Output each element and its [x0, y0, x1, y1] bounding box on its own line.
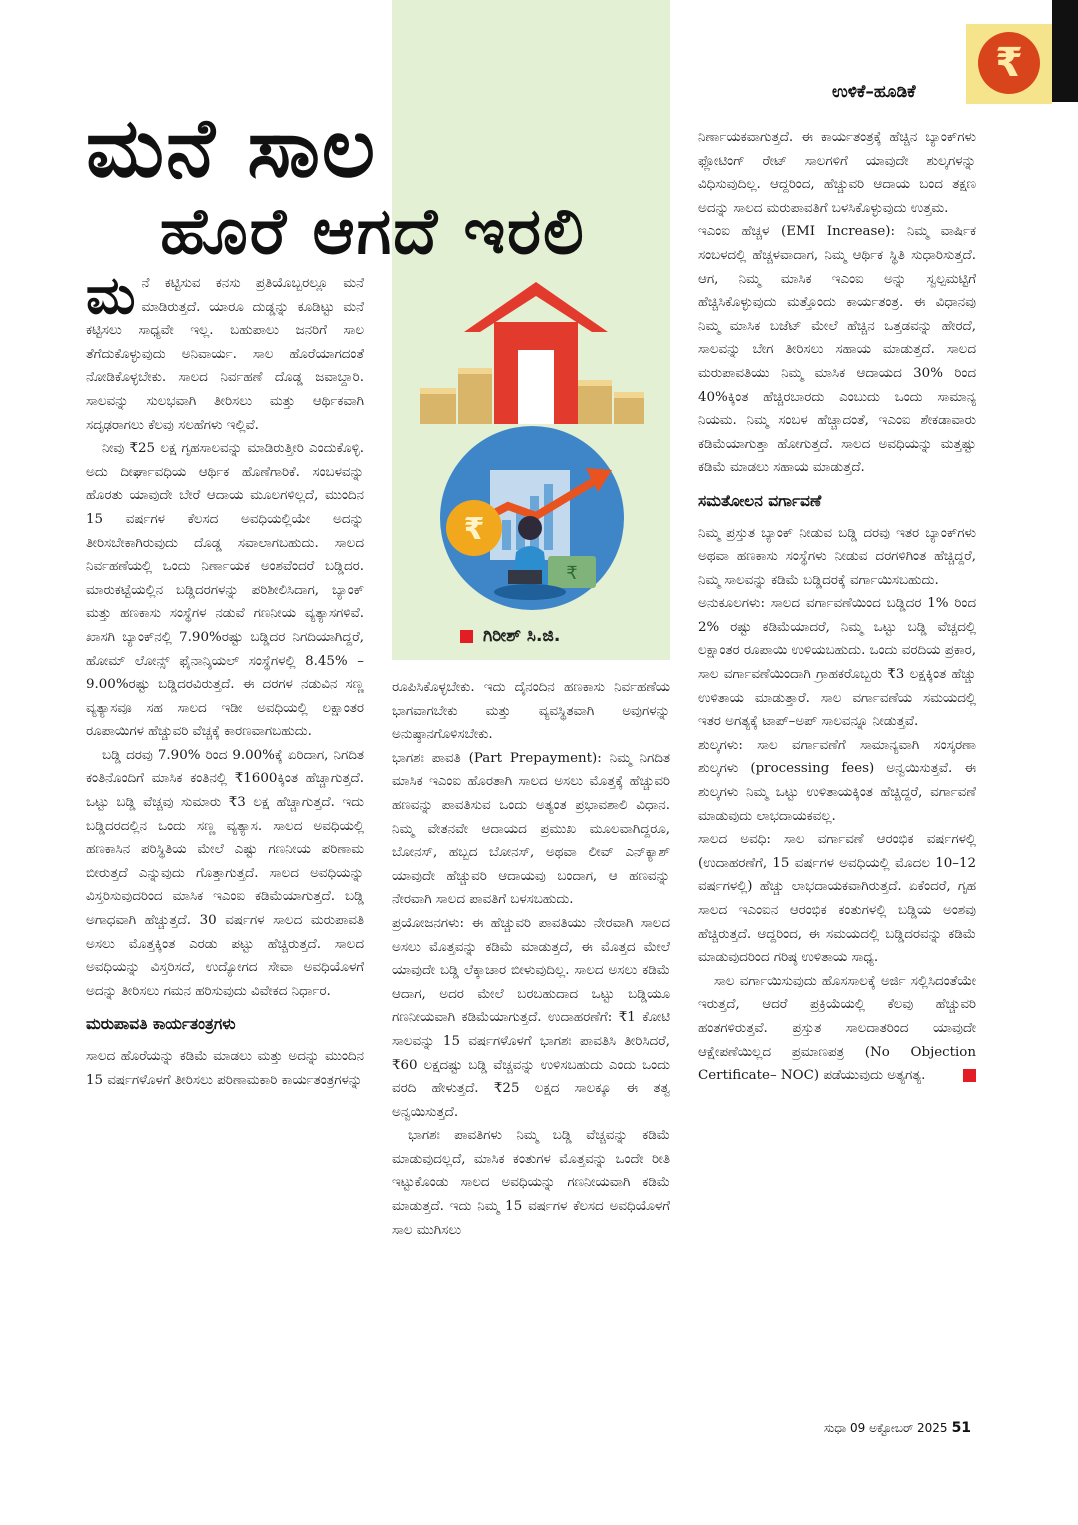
svg-text:₹: ₹	[566, 563, 578, 584]
page-number: 51	[951, 1420, 972, 1436]
headline-line-1: ಮನೆ ಸಾಲ	[86, 101, 378, 196]
intro-paragraph	[86, 266, 364, 437]
headline-line-2: ಹೊರೆ ಆಗದೆ ಇರಲಿ	[160, 195, 586, 269]
author-name: ಗಿರೀಶ್ ಸಿ.ಜಿ.	[483, 626, 561, 646]
home-loan-illustration	[398, 270, 666, 620]
subheading-repayment-strategies: ಮರುಪಾವತಿ ಕಾರ್ಯತಂತ್ರಗಳು	[86, 1015, 236, 1034]
paragraph-loan-tenure: ಸಾಲದ ಅವಧಿ: ಸಾಲ ವರ್ಗಾವಣೆ ಆರಂಭಿಕ ವರ್ಷಗಳಲ್ಲಿ (ಉದಾಹರಣೆಗೆ, 15 ವರ್ಷಗಳ ಅವಧಿಯಲ್ಲಿ ಮೊದಲ 10–12 ವರ್ಷಗಳಲ್ಲಿ) ಹೆಚ್ಚು ಲಾಭದಾಯಕವಾಗಿರುತ್ತದೆ. ಏಕೆಂದರೆ, ಗೃಹ ಸಾಲದ ಇಎಂಐನ ಆರಂಭಿಕ ಕಂತುಗಳಲ್ಲಿ ಬಡ್ಡಿಯ ಅಂಶವು ಹೆಚ್ಚಿರುತ್ತದೆ. ಆದ್ದರಿಂದ, ಈ ಸಮಯದಲ್ಲಿ ಬಡ್ಡಿದರವನ್ನು ಕಡಿಮೆ ಮಾಡುವುದರಿಂದ ಗರಿಷ್ಠ ಉಳಿತಾಯ ಸಾಧ್ಯ.	[698, 832, 976, 966]
paragraph: ಭಾಗಶಃ ಪಾವತಿಗಳು ನಿಮ್ಮ ಬಡ್ಡಿ ವೆಚ್ಚವನ್ನು ಕಡಿಮೆ ಮಾಡುವುದಲ್ಲದೆ, ಮಾಸಿಕ ಕಂತುಗಳ ಮೊತ್ತವನ್ನು ಒಂದೇ ರೀತಿ ಇಟ್ಟುಕೊಂಡು ಸಾಲದ ಅವಧಿಯನ್ನು ಗಣನೀಯವಾಗಿ ಕಡಿಮೆ ಮಾಡುತ್ತದೆ. ಇದು ನಿಮ್ಮ 15 ವರ್ಷಗಳ ಕೆಲಸದ ಅವಧಿಯೊಳಗೆ ಸಾಲ ಮುಗಿಸಲು	[392, 1128, 670, 1238]
end-mark-icon	[963, 1069, 976, 1082]
rupee-icon: ₹	[978, 32, 1040, 94]
section-tag: ಉಳಿಕೆ–ಹೂಡಿಕೆ	[832, 82, 916, 102]
currency-notes-icon	[548, 556, 596, 588]
paragraph-text: ನೆ ಕಟ್ಟಿಸುವ ಕನಸು ಪ್ರತಿಯೊಬ್ಬರಲ್ಲೂ ಮನೆ ಮಾಡಿರುತ್ತದೆ. ಯಾರೂ ದುಡ್ಡನ್ನು ಕೂಡಿಟ್ಟು ಮನೆ ಕಟ್ಟಿಸಲು ಸಾಧ್ಯವೇ ಇಲ್ಲ. ಬಹುಪಾಲು ಜನರಿಗೆ ಸಾಲ ತೆಗೆದುಕೊಳ್ಳುವುದು ಅನಿವಾರ್ಯ. ಸಾಲ ಹೊರೆಯಾಗದಂತೆ ನೋಡಿಕೊಳ್ಳಬೇಕು. ಸಾಲದ ನಿರ್ವಹಣೆ ದೊಡ್ಡ ಜವಾಬ್ದಾರಿ. ಸಾಲವನ್ನು ಸುಲಭವಾಗಿ ತೀರಿಸಲು ಮತ್ತು ಆರ್ಥಿಕವಾಗಿ ಸದೃಢರಾಗಲು ಕೆಲವು ಸಲಹೆಗಳು ಇಲ್ಲಿವೆ.	[86, 276, 364, 433]
paragraph-emi-increase: ಇಎಂಐ ಹೆಚ್ಚಳ (EMI Increase): ನಿಮ್ಮ ವಾರ್ಷಿಕ ಸಂಬಳದಲ್ಲಿ ಹೆಚ್ಚಳವಾದಾಗ, ನಿಮ್ಮ ಆರ್ಥಿಕ ಸ್ಥಿತಿ ಸುಧಾರಿಸುತ್ತದೆ. ಆಗ, ನಿಮ್ಮ ಮಾಸಿಕ ಇಎಂಐ ಅನ್ನು ಸ್ವಲ್ಪಮಟ್ಟಿಗೆ ಹೆಚ್ಚಿಸಿಕೊಳ್ಳುವುದು ಮತ್ತೊಂದು ಕಾರ್ಯತಂತ್ರ. ಈ ವಿಧಾನವು ನಿಮ್ಮ ಮಾಸಿಕ ಬಜೆಟ್ ಮೇಲೆ ಹೆಚ್ಚಿನ ಒತ್ತಡವನ್ನು ಹೇರದೆ, ಸಾಲವನ್ನು ಬೇಗ ತೀರಿಸಲು ಸಹಾಯ ಮಾಡುತ್ತದೆ. ಸಾಲದ ಮರುಪಾವತಿಯು ನಿಮ್ಮ ಮಾಸಿಕ ಆದಾಯದ 30% ರಿಂದ 40%ಕ್ಕಿಂತ ಹೆಚ್ಚಿರಬಾರದು ಎಂಬುದು ಒಂದು ಸಾಮಾನ್ಯ ನಿಯಮ. ನಿಮ್ಮ ಸಂಬಳ ಹೆಚ್ಚಾದಂತೆ, ಇಎಂಐ ಶೇಕಡಾವಾರು ಕಡಿಮೆಯಾಗುತ್ತಾ ಹೋಗುತ್ತದೆ. ಸಾಲದ ಅವಧಿಯನ್ನು ಮತ್ತಷ್ಟು ಕಡಿಮೆ ಮಾಡಲು ಸಹಾಯ ಮಾಡುತ್ತದೆ.	[698, 224, 976, 476]
paragraph: ಬಡ್ಡಿ ದರವು 7.90% ರಿಂದ 9.00%ಕ್ಕೆ ಏರಿದಾಗ, ನಿಗದಿತ ಕಂತಿನೊಂದಿಗೆ ಮಾಸಿಕ ಕಂತಿನಲ್ಲಿ ₹1600ಕ್ಕಿಂತ ಹೆಚ್ಚಾಗುತ್ತದೆ. ಒಟ್ಟು ಬಡ್ಡಿ ವೆಚ್ಚವು ಸುಮಾರು ₹3 ಲಕ್ಷ ಹೆಚ್ಚಾಗುತ್ತದೆ. ಇದು ಬಡ್ಡಿದರದಲ್ಲಿನ ಒಂದು ಸಣ್ಣ ವ್ಯತ್ಯಾಸ. ಸಾಲದ ಅವಧಿಯಲ್ಲಿ ಹಣಕಾಸಿನ ಪರಿಸ್ಥಿತಿಯ ಮೇಲೆ ಎಷ್ಟು ಗಣನೀಯ ಪರಿಣಾಮ ಬೀರುತ್ತದೆ ಎನ್ನುವುದು ಗೊತ್ತಾಗುತ್ತದೆ. ಸಾಲದ ಅವಧಿಯನ್ನು ವಿಸ್ತರಿಸುವುದರಿಂದ ಮಾಸಿಕ ಇಎಂಐ ಕಡಿಮೆಯಾಗುತ್ತದೆ. ಬಡ್ಡಿ ಅಗಾಧವಾಗಿ ಹೆಚ್ಚುತ್ತದೆ. 30 ವರ್ಷಗಳ ಸಾಲದ ಮರುಪಾವತಿ ಅಸಲು ಮೊತ್ತಕ್ಕಿಂತ ಎರಡು ಪಟ್ಟು ಹೆಚ್ಚಿರುತ್ತದೆ. ಸಾಲದ ಅವಧಿಯನ್ನು ವಿಸ್ತರಿಸದೆ, ಉದ್ಯೋಗದ ಸೇವಾ ಅವಧಿಯೊಳಗೆ ಅದನ್ನು ತೀರಿಸಲು ಗಮನ ಹರಿಸುವುದು ವಿವೇಕದ ನಿರ್ಧಾರ.	[86, 747, 364, 999]
article-column-1	[86, 266, 364, 1092]
paragraph: ನಿರ್ಣಾಯಕವಾಗುತ್ತದೆ. ಈ ಕಾರ್ಯತಂತ್ರಕ್ಕೆ ಹೆಚ್ಚಿನ ಬ್ಯಾಂಕ್‌ಗಳು ಫ್ಲೋಟಿಂಗ್ ರೇಟ್ ಸಾಲಗಳಿಗೆ ಯಾವುದೇ ಶುಲ್ಕಗಳನ್ನು ವಿಧಿಸುವುದಿಲ್ಲ. ಆದ್ದರಿಂದ, ಹೆಚ್ಚುವರಿ ಆದಾಯ ಬಂದ ತಕ್ಷಣ ಅದನ್ನು ಸಾಲದ ಮರುಪಾವತಿಗೆ ಬಳಸಿಕೊಳ್ಳುವುದು ಉತ್ತಮ.	[698, 130, 976, 216]
subheading-balance-transfer: ಸಮತೋಲನ ವರ್ಗಾವಣೆ	[698, 491, 822, 510]
paragraph: ಸಾಲದ ಹೊರೆಯನ್ನು ಕಡಿಮೆ ಮಾಡಲು ಮತ್ತು ಅದನ್ನು ಮುಂದಿನ 15 ವರ್ಷಗಳೊಳಗೆ ತೀರಿಸಲು ಪರಿಣಾಮಕಾರಿ ಕಾರ್ಯತಂತ್ರಗಳನ್ನು	[86, 1049, 364, 1088]
dropcap: ಮ	[86, 266, 136, 326]
paragraph: ನಿಮ್ಮ ಪ್ರಸ್ತುತ ಬ್ಯಾಂಕ್ ನೀಡುವ ಬಡ್ಡಿ ದರವು ಇತರ ಬ್ಯಾಂಕ್‌ಗಳು ಅಥವಾ ಹಣಕಾಸು ಸಂಸ್ಥೆಗಳು ನೀಡುವ ದರಗಳಿಗಿಂತ ಹೆಚ್ಚಿದ್ದರೆ, ನಿಮ್ಮ ಸಾಲವನ್ನು ಕಡಿಮೆ ಬಡ್ಡಿದರಕ್ಕೆ ವರ್ಗಾಯಿಸಬಹುದು.	[698, 525, 976, 588]
closing-paragraph	[698, 970, 976, 1088]
paragraph: ರೂಪಿಸಿಕೊಳ್ಳಬೇಕು. ಇದು ದೈನಂದಿನ ಹಣಕಾಸು ನಿರ್ವಹಣೆಯ ಭಾಗವಾಗಬೇಕು ಮತ್ತು ವ್ಯವಸ್ಥಿತವಾಗಿ ಅವುಗಳನ್ನು ಅನುಷ್ಠಾನಗೊಳಿಸಬೇಕು.	[392, 680, 670, 743]
article-column-3	[698, 126, 976, 1088]
corner-bar	[1052, 0, 1078, 102]
svg-text:₹: ₹	[463, 512, 485, 547]
paragraph-fees: ಶುಲ್ಕಗಳು: ಸಾಲ ವರ್ಗಾವಣೆಗೆ ಸಾಮಾನ್ಯವಾಗಿ ಸಂಸ್ಕರಣಾ ಶುಲ್ಕಗಳು (processing fees) ಅನ್ವಯಿಸುತ್ತವೆ. ಈ ಶುಲ್ಕಗಳು ನಿಮ್ಮ ಒಟ್ಟು ಉಳಿತಾಯಕ್ಕಿಂತ ಹೆಚ್ಚಿದ್ದರೆ, ವರ್ಗಾವಣೆ ಮಾಡುವುದು ಲಾಭದಾಯಕವಲ್ಲ.	[698, 737, 976, 824]
author-byline	[460, 626, 560, 646]
rupee-coin-icon	[446, 500, 502, 556]
section-logo	[966, 24, 1052, 104]
article-column-2	[392, 676, 670, 1242]
red-square-icon	[460, 630, 473, 643]
paragraph-part-prepayment: ಭಾಗಶಃ ಪಾವತಿ (Part Prepayment): ನಿಮ್ಮ ನಿಗದಿತ ಮಾಸಿಕ ಇಎಂಐ ಹೊರತಾಗಿ ಸಾಲದ ಅಸಲು ಮೊತ್ತಕ್ಕೆ ಹೆಚ್ಚುವರಿ ಹಣವನ್ನು ಪಾವತಿಸುವ ಒಂದು ಅತ್ಯಂತ ಪ್ರಭಾವಶಾಲಿ ವಿಧಾನ. ನಿಮ್ಮ ವೇತನವೇ ಆದಾಯದ ಪ್ರಮುಖ ಮೂಲವಾಗಿದ್ದರೂ, ಬೋನಸ್, ಹಬ್ಬದ ಬೋನಸ್, ಅಥವಾ ಲೀವ್ ಎನ್‌ಕ್ಯಾಶ್ ಯಾವುದೇ ಹೆಚ್ಚುವರಿ ಆದಾಯವು ಬಂದಾಗ, ಆ ಹಣವನ್ನು ನೇರವಾಗಿ ಸಾಲದ ಪಾವತಿಗೆ ಬಳಸಬಹುದು.	[392, 750, 670, 908]
paragraph-text: ಸಾಲ ವರ್ಗಾಯಿಸುವುದು ಹೊಸಸಾಲಕ್ಕೆ ಅರ್ಜಿ ಸಲ್ಲಿಸಿದಂತೆಯೇ ಇರುತ್ತದೆ, ಆದರೆ ಪ್ರಕ್ರಿಯೆಯಲ್ಲಿ ಕೆಲವು ಹೆಚ್ಚುವರಿ ಹಂತಗಳಿರುತ್ತವೆ. ಪ್ರಸ್ತುತ ಸಾಲದಾತರಿಂದ ಯಾವುದೇ ಆಕ್ಷೇಪಣೆಯಿಲ್ಲದ ಪ್ರಮಾಣಪತ್ರ (No Objection Certificate– NOC) ಪಡೆಯುವುದು ಅತ್ಯಗತ್ಯ.	[698, 973, 976, 1084]
paragraph-advantages: ಅನುಕೂಲಗಳು: ಸಾಲದ ವರ್ಗಾವಣೆಯಿಂದ ಬಡ್ಡಿದರ 1% ರಿಂದ 2% ರಷ್ಟು ಕಡಿಮೆಯಾದರೆ, ನಿಮ್ಮ ಒಟ್ಟು ಬಡ್ಡಿ ವೆಚ್ಚದಲ್ಲಿ ಲಕ್ಷಾಂತರ ರೂಪಾಯಿ ಉಳಿಯಬಹುದು. ಒಂದು ವರದಿಯ ಪ್ರಕಾರ, ಸಾಲ ವರ್ಗಾವಣೆಯಿಂದಾಗಿ ಗ್ರಾಹಕರೊಬ್ಬರು ₹3 ಲಕ್ಷಕ್ಕಿಂತ ಹೆಚ್ಚು ಉಳಿತಾಯ ಮಾಡುತ್ತಾರೆ. ಸಾಲ ವರ್ಗಾವಣೆಯ ಸಮಯದಲ್ಲಿ ಇತರ ಅಗತ್ಯಕ್ಕೆ ಟಾಪ್–ಅಪ್ ಸಾಲವನ್ನೂ ನೀಡುತ್ತವೆ.	[698, 596, 976, 730]
paragraph: ನೀವು ₹25 ಲಕ್ಷ ಗೃಹಸಾಲವನ್ನು ಮಾಡಿರುತ್ತೀರಿ ಎಂದುಕೊಳ್ಳಿ. ಅದು ದೀರ್ಘಾವಧಿಯ ಆರ್ಥಿಕ ಹೊಣೆಗಾರಿಕೆ. ಸಂಬಳವನ್ನು ಹೊರತು ಯಾವುದೇ ಬೇರೆ ಆದಾಯ ಮೂಲಗಳಿಲ್ಲದೆ, ಮುಂದಿನ 15 ವರ್ಷಗಳ ಕೆಲಸದ ಅವಧಿಯಲ್ಲಿಯೇ ಅದನ್ನು ತೀರಿಸಬೇಕಾಗಿರುವುದು ದೊಡ್ಡ ಸವಾಲಾಗಬಹುದು. ಸಾಲದ ನಿರ್ವಹಣೆಯಲ್ಲಿ ಒಂದು ನಿರ್ಣಾಯಕ ಅಂಶವೆಂದರೆ ಬಡ್ಡಿದರ. ಮಾರುಕಟ್ಟೆಯಲ್ಲಿನ ಬಡ್ಡಿದರಗಳನ್ನು ಪರಿಶೀಲಿಸಿದಾಗ, ಬ್ಯಾಂಕ್ ಮತ್ತು ಹಣಕಾಸು ಸಂಸ್ಥೆಗಳ ನಡುವೆ ಗಣನೀಯ ವ್ಯತ್ಯಾಸಗಳಿವೆ. ಖಾಸಗಿ ಬ್ಯಾಂಕ್‌ನಲ್ಲಿ 7.90%ರಷ್ಟು ಬಡ್ಡಿದರ ನಿಗದಿಯಾಗಿದ್ದರೆ, ಹೋಮ್ ಲೋನ್ಸ್ ಫೈನಾನ್ಶಿಯಲ್ ಸಂಸ್ಥೆಗಳಲ್ಲಿ 8.45% –9.00%ರಷ್ಟು ಬಡ್ಡಿದರವಿರುತ್ತದೆ. ಈ ದರಗಳ ನಡುವಿನ ಸಣ್ಣ ವ್ಯತ್ಯಾಸವೂ ಸಹ ಸಾಲದ ಇಡೀ ಅವಧಿಯಲ್ಲಿ ಲಕ್ಷಾಂತರ ರೂಪಾಯಿಗಳ ಹೆಚ್ಚುವರಿ ವೆಚ್ಚಕ್ಕೆ ಕಾರಣವಾಗಬಹುದು.	[86, 441, 364, 740]
paragraph-benefits: ಪ್ರಯೋಜನಗಳು: ಈ ಹೆಚ್ಚುವರಿ ಪಾವತಿಯು ನೇರವಾಗಿ ಸಾಲದ ಅಸಲು ಮೊತ್ತವನ್ನು ಕಡಿಮೆ ಮಾಡುತ್ತದೆ, ಈ ಮೊತ್ತದ ಮೇಲೆ ಯಾವುದೇ ಬಡ್ಡಿ ಲೆಕ್ಕಾಚಾರ ಬೀಳುವುದಿಲ್ಲ. ಸಾಲದ ಅಸಲು ಕಡಿಮೆ ಆದಾಗ, ಅದರ ಮೇಲೆ ಬರಬಹುದಾದ ಒಟ್ಟು ಬಡ್ಡಿಯೂ ಗಣನೀಯವಾಗಿ ಕಡಿಮೆಯಾಗುತ್ತದೆ. ಉದಾಹರಣೆಗೆ: ₹1 ಕೋಟಿ ಸಾಲವನ್ನು 15 ವರ್ಷಗಳೊಳಗೆ ಭಾಗಶಃ ಪಾವತಿಸಿ ತೀರಿಸಿದರೆ, ₹60 ಲಕ್ಷದಷ್ಟು ಬಡ್ಡಿ ವೆಚ್ಚವನ್ನು ಉಳಿಸಬಹುದು ಎಂದು ಒಂದು ವರದಿ ಹೇಳುತ್ತದೆ. ₹25 ಲಕ್ಷದ ಸಾಲಕ್ಕೂ ಈ ತತ್ವ ಅನ್ವಯಿಸುತ್ತದೆ.	[392, 915, 670, 1120]
page-footer	[824, 1420, 971, 1436]
publication-date: ಸುಧಾ 09 ಅಕ್ಟೋಬರ್ 2025	[824, 1421, 948, 1435]
